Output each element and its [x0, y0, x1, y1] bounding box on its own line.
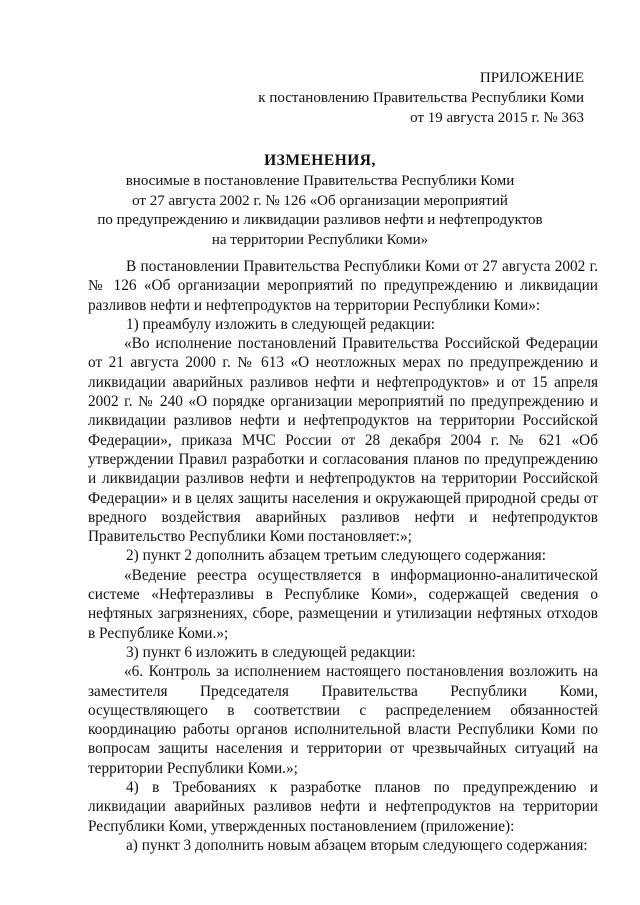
subtitle-line: вносимые в постановление Правительства Республики Коми — [125, 173, 515, 189]
appendix-block — [160, 68, 584, 128]
subtitle-line: на территории Республики Коми» — [211, 231, 429, 248]
body-quote-preamble: «Во исполнение постановлений Правительства Российской Федерации от 21 августа 2000 г. № 613 «О неотложных мерах по предупреждению и ликвидации аварийных разливов нефти и нефтепродуктов» и от 15 апреля 2002 г. № 240 «О порядке организации мероприятий по предупреждению и ликвидации разливов нефти и нефтепродуктов на территории Российской Федерации», приказа МЧС России от 28 декабря 2004 г. № 621 «Об утверждении Правил разработки и согласования планов по предупреждению и ликвидации разливов нефти и нефтепродуктов на территории Российской Федерации» и в целях защиты населения и окружающей природной среды от вредного воздействия аварийных разливов нефти и нефтепродуктов Правительство Республики Коми постановляет:»; — [88, 335, 598, 546]
document-body — [88, 257, 598, 855]
appendix-resolution-ref: к постановлению Правительства Республики Коми — [258, 90, 584, 106]
body-paragraph-intro: В постановлении Правительства Республики Коми от 27 августа 2002 г. № 126 «Об организации мероприятий по предупреждению и ликвидации разливов нефти и нефтепродуктов на территории Республики Коми»: — [88, 258, 598, 314]
body-item-2: 2) пункт 2 дополнить абзацем третьим следующего содержания: — [126, 547, 546, 565]
document-heading: ИЗМЕНЕНИЯ, — [264, 152, 376, 169]
subtitle-line: по предупреждению и ликвидации разливов нефти и нефтепродуктов — [97, 212, 543, 228]
body-quote-control: «6. Контроль за исполнением настоящего постановления возложить на заместителя Председателя Правительства Республики Коми, осуществляющего в соответствии с распределением обязанностей координацию работы органов исполнительной власти Республики Коми по вопросам защиты населения и территории от чрезвычайных ситуаций на территории Республики Коми.»; — [88, 663, 598, 777]
body-item-1: 1) преамбулу изложить в следующей редакции: — [126, 315, 436, 333]
body-quote-registry: «Ведение реестра осуществляется в информационно-аналитической системе «Нефтеразливы в Республике Коми», содержащей сведения о нефтяных загрязнениях, сборе, размещении и утилизации нефтяных отходов в Республике Коми.»; — [88, 566, 598, 642]
appendix-title: ПРИЛОЖЕНИЕ — [479, 70, 584, 86]
body-item-4a: а) пункт 3 дополнить новым абзацем вторым следующего содержания: — [126, 836, 588, 854]
document-subtitle — [90, 172, 550, 250]
subtitle-line: от 27 августа 2002 г. № 126 «Об организации мероприятий — [132, 192, 508, 209]
appendix-resolution-date: от 19 августа 2015 г. № 363 — [410, 110, 584, 126]
body-item-4: 4) в Требованиях к разработке планов по предупреждению и ликвидации аварийных разливов нефти и нефтепродуктов на территории Республики Коми, утвержденных постановлением (приложение): — [88, 779, 598, 835]
body-item-3: 3) пункт 6 изложить в следующей редакции: — [126, 643, 416, 661]
